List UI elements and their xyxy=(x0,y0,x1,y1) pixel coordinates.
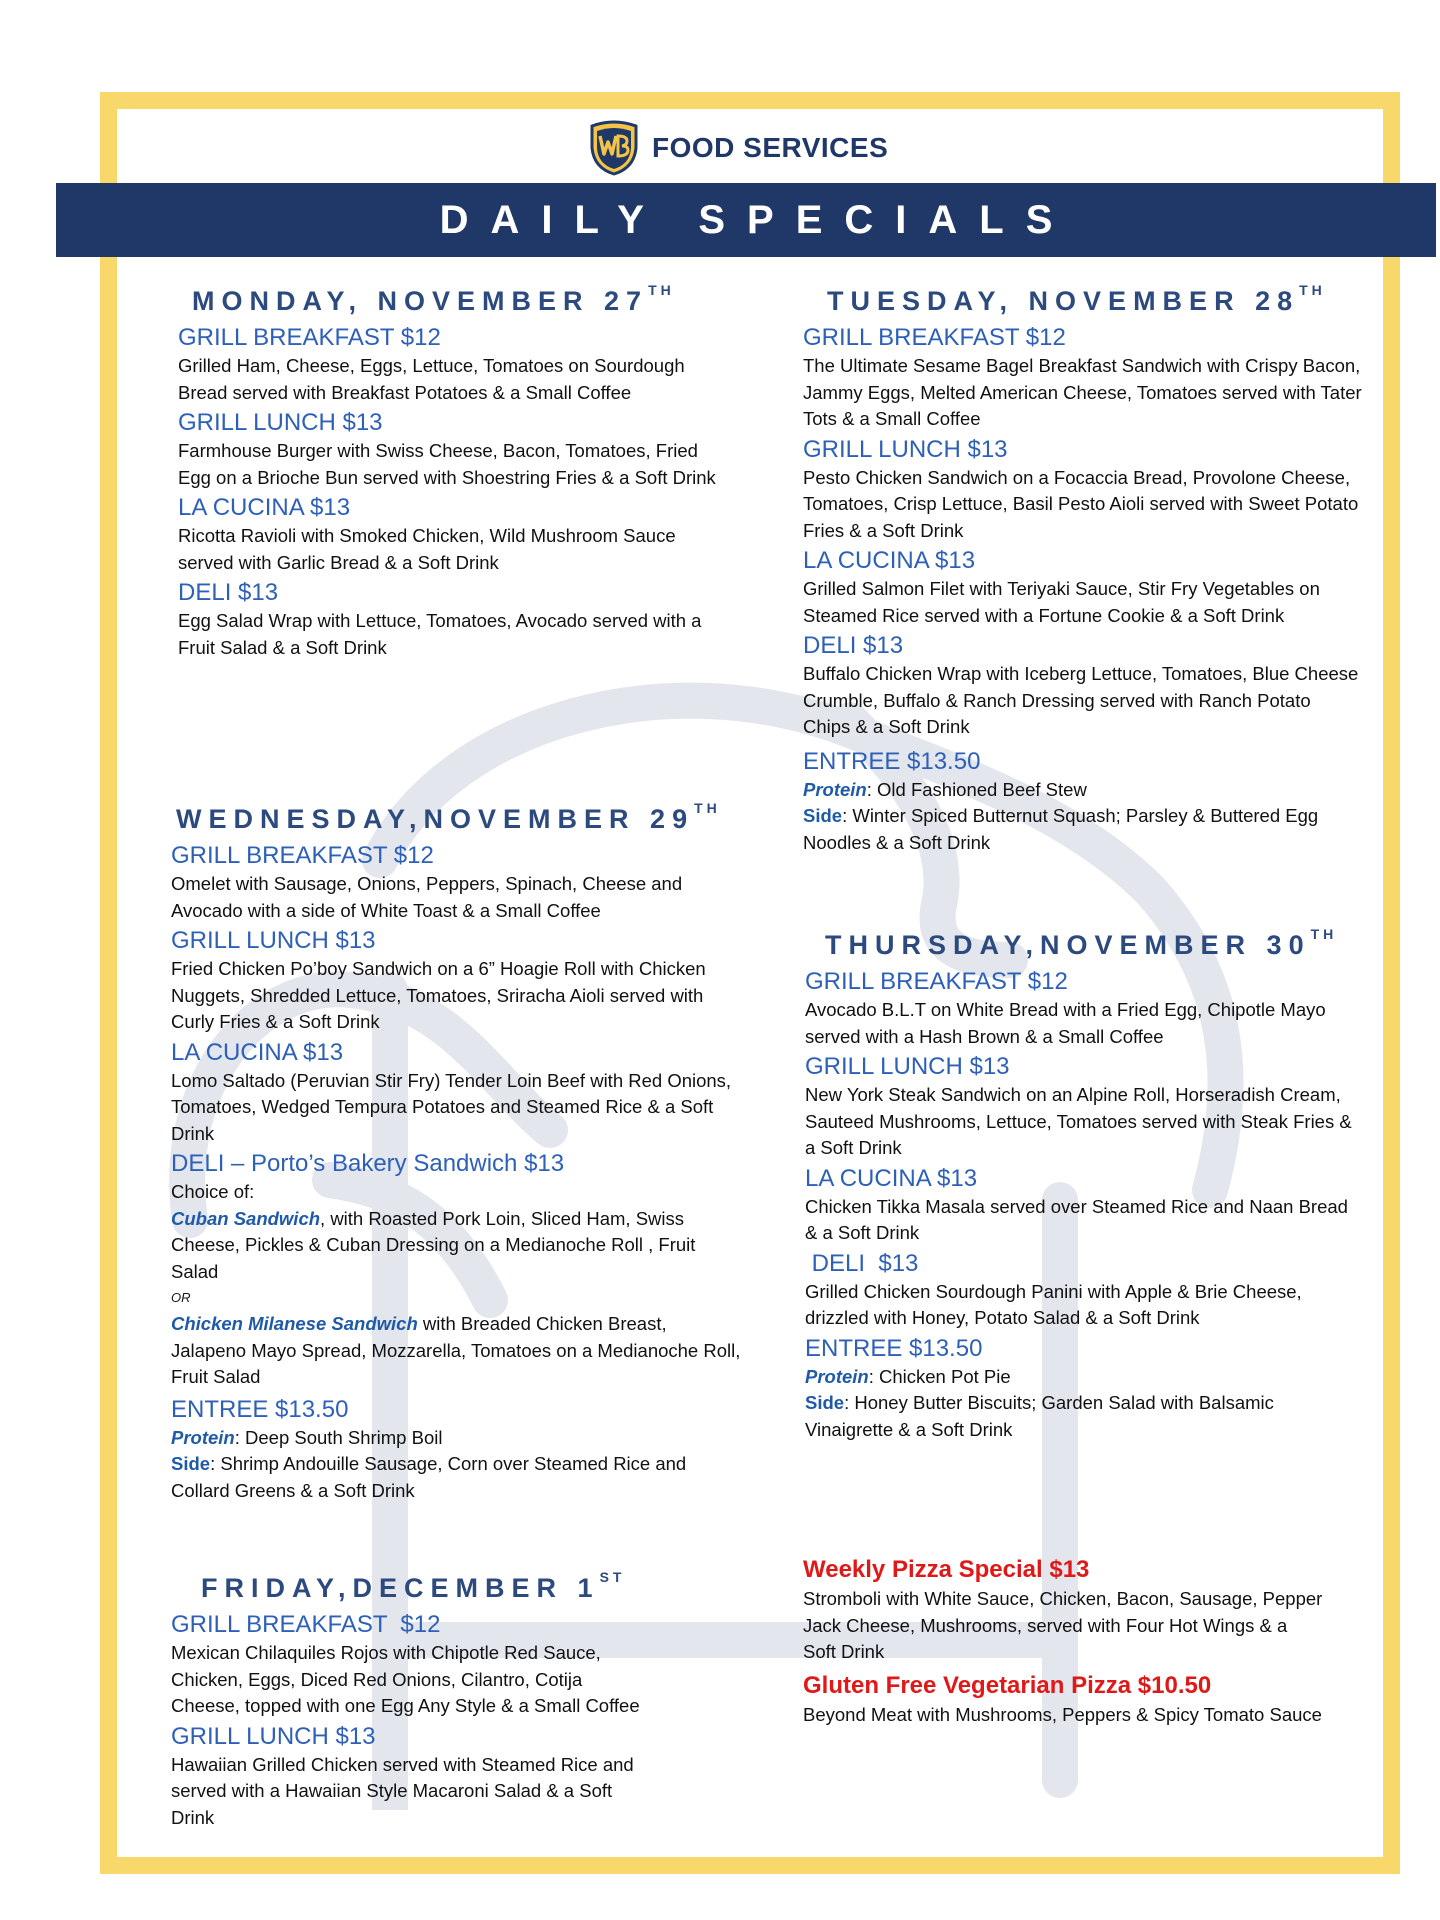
item-description: Pesto Chicken Sandwich on a Focaccia Bread, Provolone Cheese, Tomatoes, Crisp Lettuce, Basil Pesto Aioli served with Sweet Potato Fries & a Soft Drink xyxy=(803,466,1359,541)
item-description: Chicken Tikka Masala served over Steamed Rice and Naan Bread & a Soft Drink xyxy=(805,1195,1348,1243)
wednesday-heading: WEDNESDAY,NOVEMBER 29TH xyxy=(176,800,721,834)
entree-side: Side: Shrimp Andouille Sausage, Corn over Steamed Rice and Collard Greens & a Soft Drink xyxy=(171,1453,687,1501)
weekly-pizza-title: Weekly Pizza Special $13 xyxy=(803,1556,1090,1583)
entree-protein: Protein: Chicken Pot Pie xyxy=(805,1365,1011,1387)
category-title: GRILL LUNCH $13 xyxy=(171,927,376,954)
wb-shield-icon xyxy=(586,120,642,176)
item-description: Omelet with Sausage, Onions, Peppers, Spinach, Cheese and Avocado with a side of White Toast & a Small Coffee xyxy=(171,873,683,921)
category-title: GRILL LUNCH $13 xyxy=(171,1722,376,1750)
category-title: DELI $13 xyxy=(178,579,279,606)
wednesday-section xyxy=(171,800,741,1504)
category-title: ENTREE $13.50 xyxy=(805,1334,983,1362)
category-title: GRILL BREAKFAST $12 xyxy=(803,324,1066,351)
thursday-section xyxy=(805,926,1365,1443)
category-title: DELI $13 xyxy=(805,1249,919,1277)
item-description: Ricotta Ravioli with Smoked Chicken, Wild Mushroom Sauce served with Garlic Bread & a Soft Drink xyxy=(178,525,676,573)
category-title: GRILL LUNCH $13 xyxy=(803,435,1008,463)
item-description: Avocado B.L.T on White Bread with a Fried Egg, Chipotle Mayo served with a Hash Brown & a Small Coffee xyxy=(805,999,1326,1047)
entree-protein: Protein: Deep South Shrimp Boil xyxy=(171,1426,443,1448)
item-description: Egg Salad Wrap with Lettuce, Tomatoes, Avocado served with a Fruit Salad & a Soft Drink xyxy=(178,610,702,658)
friday-heading: FRIDAY,DECEMBER 1ST xyxy=(201,1569,626,1603)
milanese-sandwich: Chicken Milanese Sandwich with Breaded Chicken Breast, Jalapeno Mayo Spread, Mozzarella, Tomatoes on a Medianoche Roll, Fruit Salad xyxy=(171,1313,741,1387)
monday-heading: MONDAY, NOVEMBER 27TH xyxy=(192,282,675,316)
item-description: Grilled Salmon Filet with Teriyaki Sauce, Stir Fry Vegetables on Steamed Rice served with a Fortune Cookie & a Soft Drink xyxy=(803,578,1320,626)
category-title: DELI – Porto’s Bakery Sandwich $13 xyxy=(171,1150,565,1177)
item-description: New York Steak Sandwich on an Alpine Roll, Horseradish Cream, Sauteed Mushrooms, Lettuce, Tomatoes served with Steak Fries & a Soft Drink xyxy=(805,1084,1352,1158)
deli-choice-label: Choice of: xyxy=(171,1181,255,1202)
item-description: Grilled Ham, Cheese, Eggs, Lettuce, Tomatoes on Sourdough Bread served with Breakfast Potatoes & a Small Coffee xyxy=(178,355,685,403)
gluten-free-pizza-title: Gluten Free Vegetarian Pizza $10.50 xyxy=(803,1671,1212,1699)
friday-section xyxy=(171,1569,641,1831)
category-title: GRILL LUNCH $13 xyxy=(805,1053,1010,1080)
item-description: Farmhouse Burger with Swiss Cheese, Bacon, Tomatoes, Fried Egg on a Brioche Bun served with Shoestring Fries & a Soft Drink xyxy=(178,440,716,488)
category-title: ENTREE $13.50 xyxy=(171,1395,349,1423)
category-title: GRILL BREAKFAST $12 xyxy=(171,1611,441,1638)
item-description: Mexican Chilaquiles Rojos with Chipotle Red Sauce, Chicken, Eggs, Diced Red Onions, Cilantro, Cotija Cheese, topped with one Egg Any Style & a Small Coffee xyxy=(171,1642,640,1716)
cuban-sandwich: Cuban Sandwich, with Roasted Pork Loin, Sliced Ham, Swiss Cheese, Pickles & Cuban Dressing on a Medianoche Roll , Fruit Salad xyxy=(171,1207,696,1282)
category-title: ENTREE $13.50 xyxy=(803,747,981,775)
or-separator: OR xyxy=(171,1290,191,1305)
page-title: DAILY SPECIALS xyxy=(439,197,1075,242)
entree-side: Side: Winter Spiced Butternut Squash; Parsley & Buttered Egg Noodles & a Soft Drink xyxy=(803,805,1319,853)
category-title: LA CUCINA $13 xyxy=(803,547,976,574)
item-description: Hawaiian Grilled Chicken served with Steamed Rice and served with a Hawaiian Style Macaroni Salad & a Soft Drink xyxy=(171,1753,634,1828)
category-title: GRILL LUNCH $13 xyxy=(178,409,383,436)
item-description: Buffalo Chicken Wrap with Iceberg Lettuce, Tomatoes, Blue Cheese Crumble, Buffalo & Ranch Dressing served with Ranch Potato Chips & a Soft Drink xyxy=(803,663,1359,737)
entree-side: Side: Honey Butter Biscuits; Garden Salad with Balsamic Vinaigrette & a Soft Drink xyxy=(805,1392,1274,1440)
category-title: GRILL BREAKFAST $12 xyxy=(805,968,1068,995)
item-description: The Ultimate Sesame Bagel Breakfast Sandwich with Crispy Bacon, Jammy Eggs, Melted American Cheese, Tomatoes served with Tater Tots & a Small Coffee xyxy=(803,355,1362,429)
weekly-pizza-description: Stromboli with White Sauce, Chicken, Bacon, Sausage, Pepper Jack Cheese, Mushrooms, served with Four Hot Wings & a Soft Drink xyxy=(803,1588,1323,1662)
category-title: GRILL BREAKFAST $12 xyxy=(171,842,434,869)
category-title: GRILL BREAKFAST $12 xyxy=(178,324,441,351)
tuesday-section xyxy=(803,282,1363,856)
entree-protein: Protein: Old Fashioned Beef Stew xyxy=(803,778,1087,800)
item-description: Grilled Chicken Sourdough Panini with Apple & Brie Cheese, drizzled with Honey, Potato Salad & a Soft Drink xyxy=(805,1280,1302,1328)
pizza-section xyxy=(803,1554,1323,1728)
logo-text: FOOD SERVICES xyxy=(652,132,889,163)
logo xyxy=(586,120,888,176)
title-banner xyxy=(56,183,1436,257)
item-description: Fried Chicken Po’boy Sandwich on a 6” Hoagie Roll with Chicken Nuggets, Shredded Lettuce, Tomatoes, Sriracha Aioli served with Curly Fries & a Soft Drink xyxy=(171,958,706,1032)
gluten-free-pizza-description: Beyond Meat with Mushrooms, Peppers & Spicy Tomato Sauce xyxy=(803,1703,1322,1725)
tuesday-heading: TUESDAY, NOVEMBER 28TH xyxy=(827,282,1326,316)
item-description: Lomo Saltado (Peruvian Stir Fry) Tender Loin Beef with Red Onions, Tomatoes, Wedged Tempura Potatoes and Steamed Rice & a Soft Drink xyxy=(171,1069,732,1144)
category-title: LA CUCINA $13 xyxy=(805,1164,978,1192)
category-title: LA CUCINA $13 xyxy=(171,1038,344,1066)
monday-section xyxy=(178,282,718,661)
category-title: DELI $13 xyxy=(803,632,904,659)
category-title: LA CUCINA $13 xyxy=(178,494,351,521)
thursday-heading: THURSDAY,NOVEMBER 30TH xyxy=(825,926,1338,960)
